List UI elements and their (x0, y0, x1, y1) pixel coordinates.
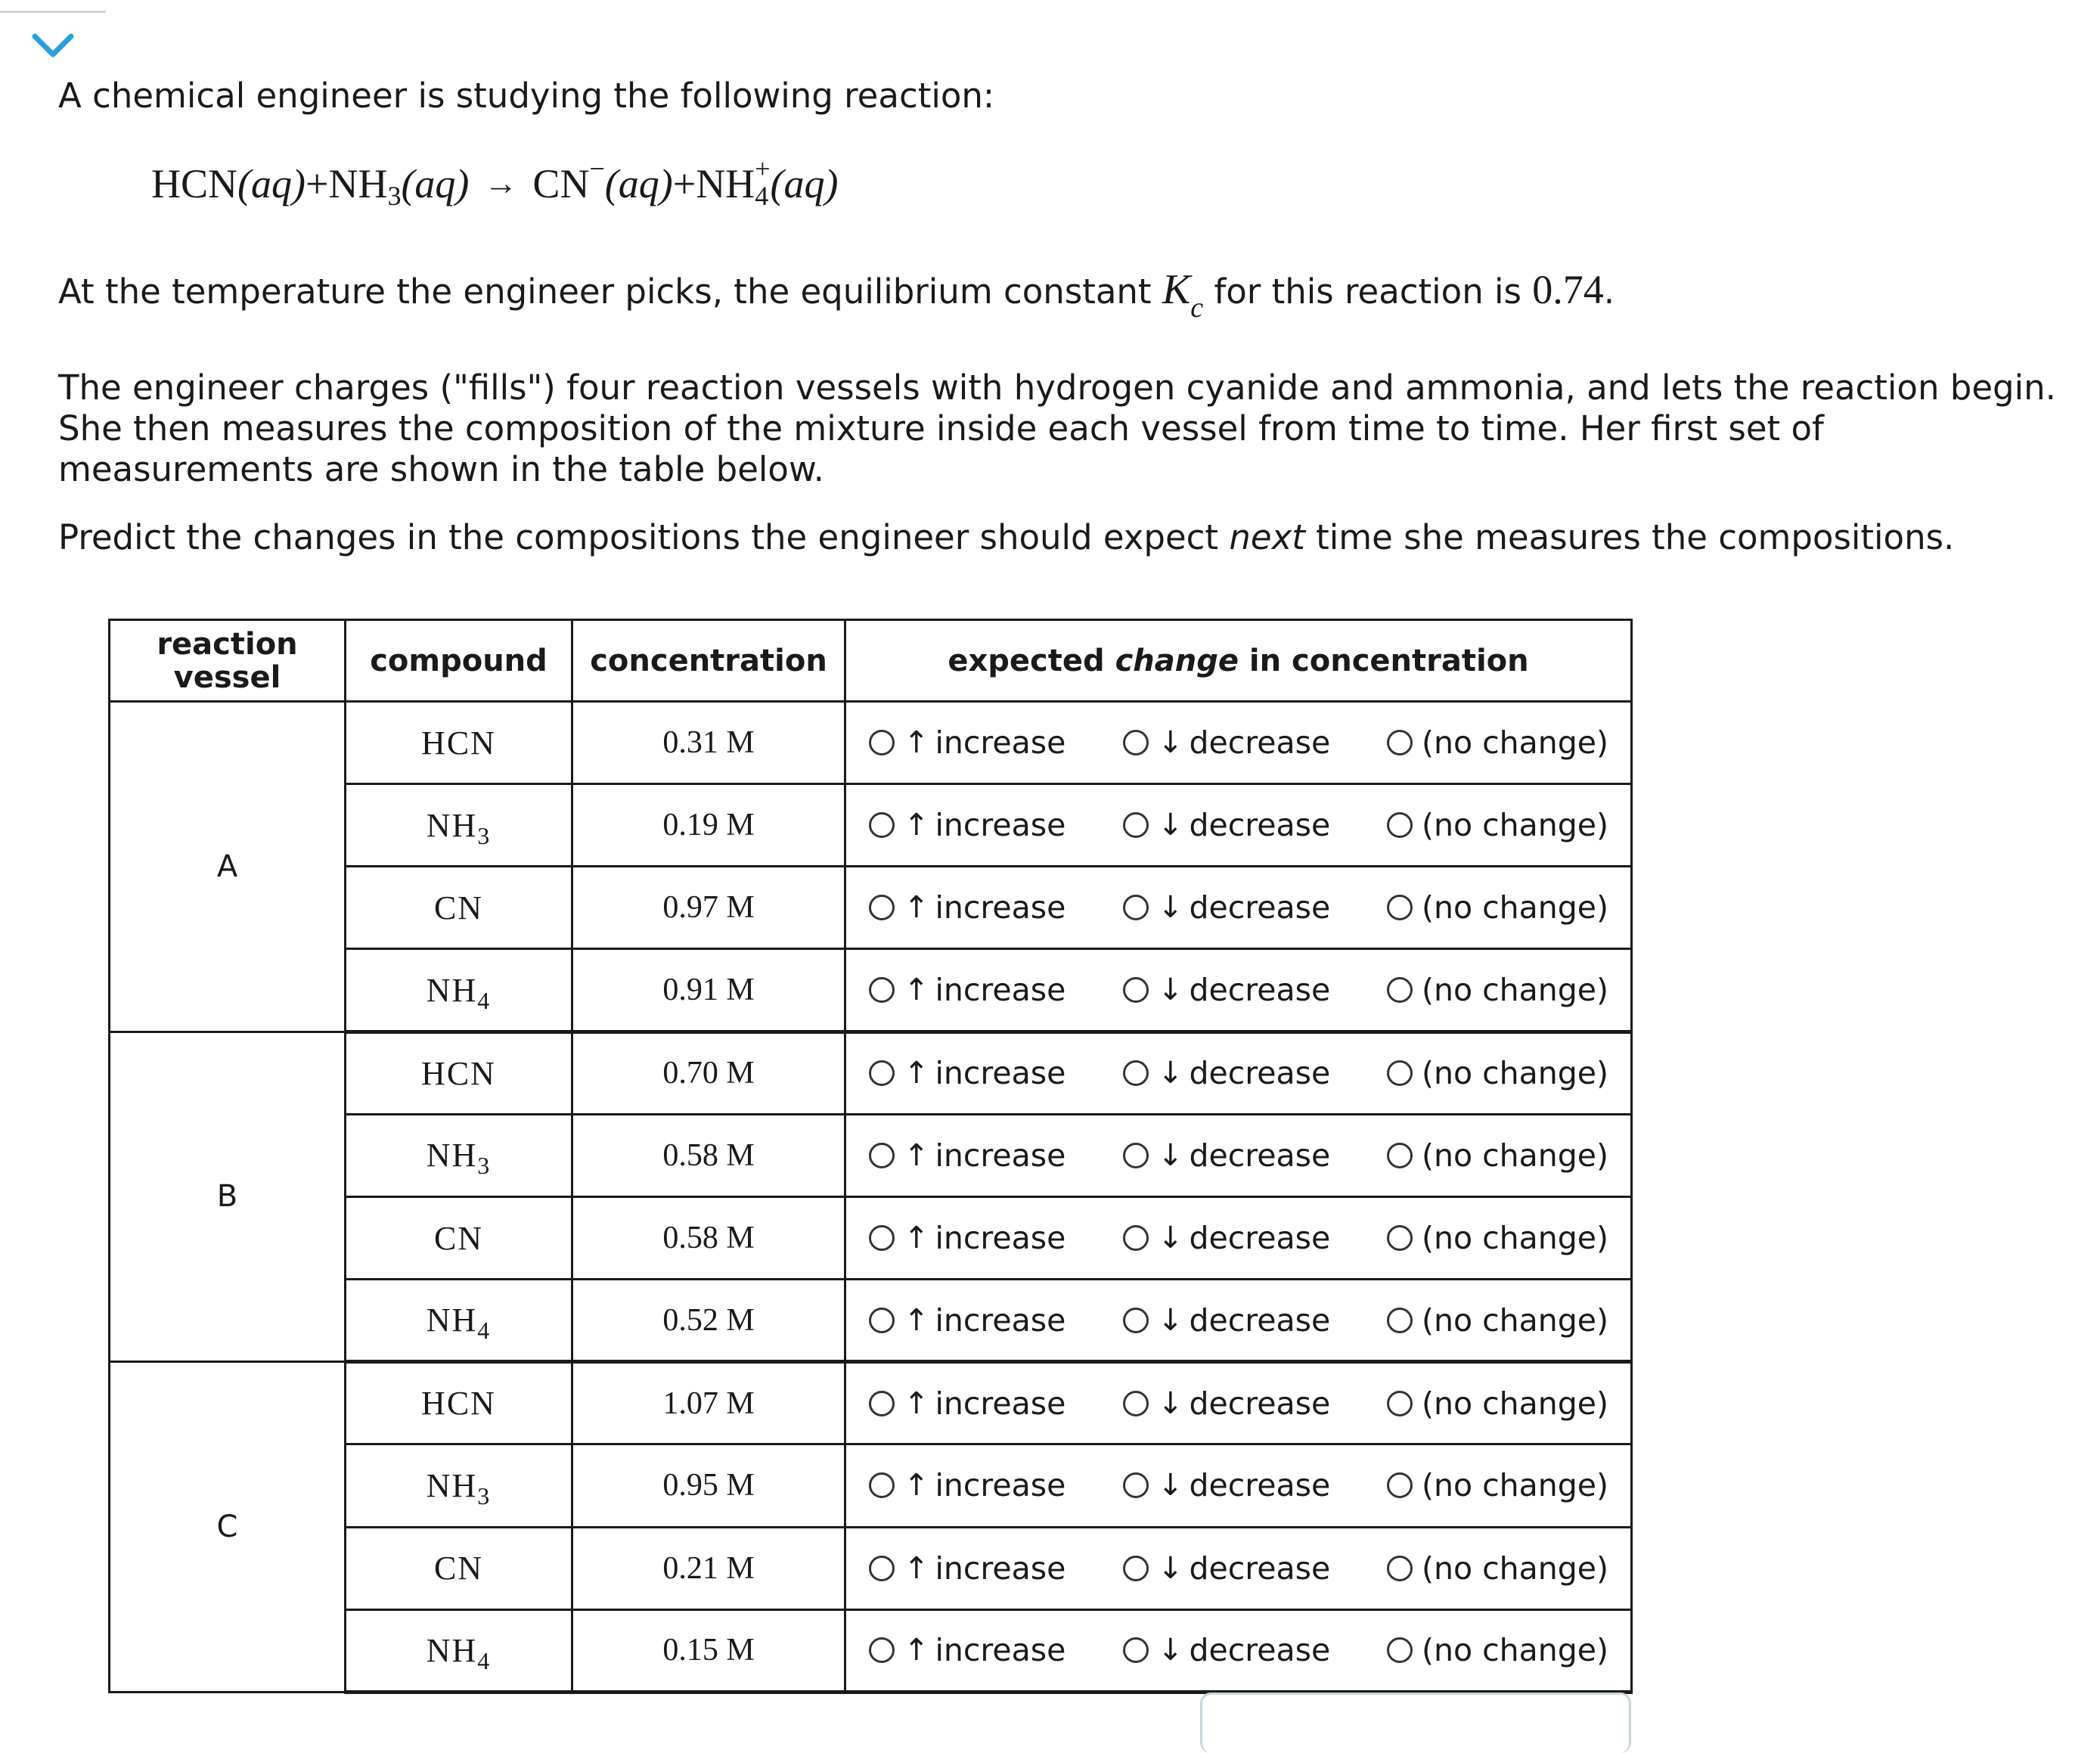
concentration-cell: 0.52 M (572, 1280, 845, 1362)
decrease-option[interactable]: ↓ decrease (1123, 1055, 1330, 1091)
arrow-down-icon: ↓ (1158, 725, 1183, 761)
change-options (845, 1527, 1632, 1609)
radio-button[interactable] (869, 977, 895, 1003)
decrease-option[interactable]: ↓ decrease (1123, 1385, 1330, 1422)
vessel-label: B (110, 1032, 346, 1362)
change-options (845, 1196, 1632, 1279)
decrease-option[interactable]: ↓ decrease (1123, 1632, 1330, 1668)
arrow-down-icon: ↓ (1158, 973, 1183, 1008)
increase-option[interactable]: ↑ increase (869, 1220, 1066, 1256)
kc-symbol: $K_c$ (1162, 266, 1204, 324)
no-change-option[interactable]: (no change) (1387, 1302, 1608, 1339)
radio-button[interactable] (1387, 977, 1413, 1003)
arrow-down-icon: ↓ (1158, 1550, 1183, 1586)
compound-cell: HCN (346, 1362, 572, 1444)
radio-button[interactable] (1387, 895, 1413, 920)
radio-button[interactable] (1387, 1308, 1413, 1333)
concentration-cell: 0.15 M (572, 1609, 845, 1692)
check-answer-panel[interactable] (1200, 1692, 1631, 1753)
radio-button[interactable] (1123, 1060, 1149, 1086)
equilibrium-constant-text: At the temperature the engineer picks, the equilibrium constant $K_c$ for this reaction is 0.74. (58, 266, 1615, 324)
prompt-text: Predict the changes in the compositions the engineer should expect next time she measures the compositions. (58, 517, 1955, 557)
change-options (845, 784, 1632, 867)
radio-button[interactable] (869, 1060, 895, 1086)
change-options (845, 1362, 1632, 1444)
radio-button[interactable] (869, 812, 895, 838)
compound-cell: CN (346, 1527, 572, 1609)
radio-button[interactable] (1387, 1472, 1413, 1498)
reaction-arrow-icon: → (484, 165, 518, 202)
decrease-option[interactable]: ↓ decrease (1123, 972, 1330, 1008)
radio-button[interactable] (1387, 1225, 1413, 1251)
change-options (845, 1609, 1632, 1692)
no-change-option[interactable]: (no change) (1387, 1055, 1608, 1091)
increase-option[interactable]: ↑ increase (869, 1550, 1066, 1587)
table-row (110, 1032, 1632, 1114)
arrow-up-icon: ↑ (904, 1385, 929, 1421)
header-concentration: concentration (572, 620, 845, 702)
radio-button[interactable] (869, 730, 895, 755)
change-options (845, 1032, 1632, 1114)
compound-cell: $NH_4$ (346, 1609, 572, 1692)
radio-button[interactable] (1123, 812, 1149, 838)
header-reaction-vessel: reaction vessel (110, 620, 346, 702)
increase-option[interactable]: ↑ increase (869, 1055, 1066, 1091)
compound-cell: $NH_3$ (346, 1444, 572, 1527)
concentration-cell: 1.07 M (572, 1362, 845, 1444)
compound-cell: $NH_4$ (346, 1280, 572, 1362)
arrow-up-icon: ↑ (904, 1550, 929, 1586)
compound-cell: CN (346, 1196, 572, 1279)
compound-cell: HCN (346, 702, 572, 784)
chevron-down-icon (29, 26, 77, 62)
concentration-cell: 0.31 M (572, 702, 845, 784)
radio-button[interactable] (1123, 1391, 1149, 1416)
measurements-table (108, 619, 1633, 1694)
reactant-nh3: NH (328, 161, 388, 206)
radio-button[interactable] (869, 1391, 895, 1416)
arrow-up-icon: ↑ (904, 1137, 929, 1173)
radio-button[interactable] (1387, 1556, 1413, 1581)
radio-button[interactable] (1123, 895, 1149, 920)
radio-button[interactable] (869, 1556, 895, 1581)
radio-button[interactable] (1387, 1391, 1413, 1416)
change-options (845, 949, 1632, 1032)
arrow-down-icon: ↓ (1158, 1137, 1183, 1173)
concentration-cell: 0.19 M (572, 784, 845, 867)
reaction-equation: $HCN(aq)+NH_3(aq) \to CN^-(aq)+NH_4^+(aq)$ (151, 154, 839, 211)
radio-button[interactable] (1123, 1225, 1149, 1251)
arrow-down-icon: ↓ (1158, 1302, 1183, 1338)
radio-button[interactable] (1123, 1308, 1149, 1333)
arrow-down-icon: ↓ (1158, 1385, 1183, 1421)
compound-cell: $NH_4$ (346, 949, 572, 1032)
compound-cell: $NH_3$ (346, 784, 572, 867)
arrow-down-icon: ↓ (1158, 1221, 1183, 1256)
radio-button[interactable] (869, 1225, 895, 1251)
no-change-option[interactable]: (no change) (1387, 1467, 1608, 1503)
arrow-up-icon: ↑ (904, 1468, 929, 1503)
change-options (845, 1280, 1632, 1362)
arrow-up-icon: ↑ (904, 725, 929, 761)
vessel-label: C (110, 1362, 346, 1692)
decrease-option[interactable]: ↓ decrease (1123, 1137, 1330, 1174)
radio-button[interactable] (1123, 1637, 1149, 1663)
decrease-option[interactable]: ↓ decrease (1123, 1220, 1330, 1256)
radio-button[interactable] (869, 1472, 895, 1498)
radio-button[interactable] (1387, 1637, 1413, 1663)
concentration-cell: 0.70 M (572, 1032, 845, 1114)
collapse-chevron-button[interactable] (29, 26, 77, 62)
no-change-option[interactable]: (no change) (1387, 724, 1608, 761)
no-change-option[interactable]: (no change) (1387, 1632, 1608, 1668)
header-expected-change: expected change in concentration (845, 620, 1632, 702)
no-change-option[interactable]: (no change) (1387, 1550, 1608, 1587)
radio-button[interactable] (869, 895, 895, 920)
arrow-up-icon: ↑ (904, 890, 929, 926)
arrow-down-icon: ↓ (1158, 890, 1183, 926)
reactant-hcn: HCN (151, 161, 238, 206)
arrow-down-icon: ↓ (1158, 1633, 1183, 1668)
radio-button[interactable] (1387, 1143, 1413, 1168)
arrow-down-icon: ↓ (1158, 1468, 1183, 1503)
radio-button[interactable] (1387, 730, 1413, 755)
arrow-up-icon: ↑ (904, 1633, 929, 1668)
increase-option[interactable]: ↑ increase (869, 972, 1066, 1008)
concentration-cell: 0.58 M (572, 1114, 845, 1196)
change-options (845, 1114, 1632, 1196)
decrease-option[interactable]: ↓ decrease (1123, 1550, 1330, 1587)
no-change-option[interactable]: (no change) (1387, 807, 1608, 843)
decrease-option[interactable]: ↓ decrease (1123, 889, 1330, 926)
arrow-down-icon: ↓ (1158, 1056, 1183, 1091)
compound-cell: $NH_3$ (346, 1114, 572, 1196)
intro-text: A chemical engineer is studying the following reaction: (58, 76, 995, 116)
decrease-option[interactable]: ↓ decrease (1123, 1302, 1330, 1339)
increase-option[interactable]: ↑ increase (869, 1302, 1066, 1339)
arrow-up-icon: ↑ (904, 1221, 929, 1256)
arrow-up-icon: ↑ (904, 1056, 929, 1091)
kc-value: 0.74 (1532, 267, 1604, 312)
product-nh4: NH (696, 161, 755, 206)
increase-option[interactable]: ↑ increase (869, 724, 1066, 761)
no-change-option[interactable]: (no change) (1387, 1385, 1608, 1422)
no-change-option[interactable]: (no change) (1387, 889, 1608, 926)
increase-option[interactable]: ↑ increase (869, 807, 1066, 843)
increase-option[interactable]: ↑ increase (869, 1632, 1066, 1668)
arrow-up-icon: ↑ (904, 808, 929, 843)
increase-option[interactable]: ↑ increase (869, 1385, 1066, 1422)
top-divider (0, 11, 106, 13)
change-options (845, 867, 1632, 949)
change-options (845, 702, 1632, 784)
increase-option[interactable]: ↑ increase (869, 1467, 1066, 1503)
concentration-cell: 0.95 M (572, 1444, 845, 1527)
radio-button[interactable] (869, 1308, 895, 1333)
table-row (110, 702, 1632, 784)
compound-cell: HCN (346, 1032, 572, 1114)
radio-button[interactable] (1123, 1556, 1149, 1581)
header-compound: compound (346, 620, 572, 702)
radio-button[interactable] (1123, 1472, 1149, 1498)
decrease-option[interactable]: ↓ decrease (1123, 724, 1330, 761)
decrease-option[interactable]: ↓ decrease (1123, 1467, 1330, 1503)
vessel-label: A (110, 702, 346, 1032)
increase-option[interactable]: ↑ increase (869, 1137, 1066, 1174)
concentration-cell: 0.58 M (572, 1196, 845, 1279)
concentration-cell: 0.91 M (572, 949, 845, 1032)
change-options (845, 1444, 1632, 1527)
table-row (110, 1362, 1632, 1444)
no-change-option[interactable]: (no change) (1387, 972, 1608, 1008)
radio-button[interactable] (869, 1143, 895, 1168)
setup-paragraph: The engineer charges ("fills") four reaction vessels with hydrogen cyanide and ammonia, and lets the reaction begin. She then measures the composition of the mixture inside each vessel from time to time. Her first set of measurements are shown in the table below. (58, 368, 2056, 489)
compound-cell: CN (346, 867, 572, 949)
no-change-option[interactable]: (no change) (1387, 1220, 1608, 1256)
radio-button[interactable] (1123, 1143, 1149, 1168)
product-cn: CN (532, 161, 590, 206)
concentration-cell: 0.21 M (572, 1527, 845, 1609)
arrow-down-icon: ↓ (1158, 808, 1183, 843)
radio-button[interactable] (1123, 730, 1149, 755)
radio-button[interactable] (1123, 977, 1149, 1003)
no-change-option[interactable]: (no change) (1387, 1137, 1608, 1174)
radio-button[interactable] (1387, 1060, 1413, 1086)
radio-button[interactable] (1387, 812, 1413, 838)
increase-option[interactable]: ↑ increase (869, 889, 1066, 926)
arrow-up-icon: ↑ (904, 1302, 929, 1338)
radio-button[interactable] (869, 1637, 895, 1663)
concentration-cell: 0.97 M (572, 867, 845, 949)
arrow-up-icon: ↑ (904, 973, 929, 1008)
decrease-option[interactable]: ↓ decrease (1123, 807, 1330, 843)
